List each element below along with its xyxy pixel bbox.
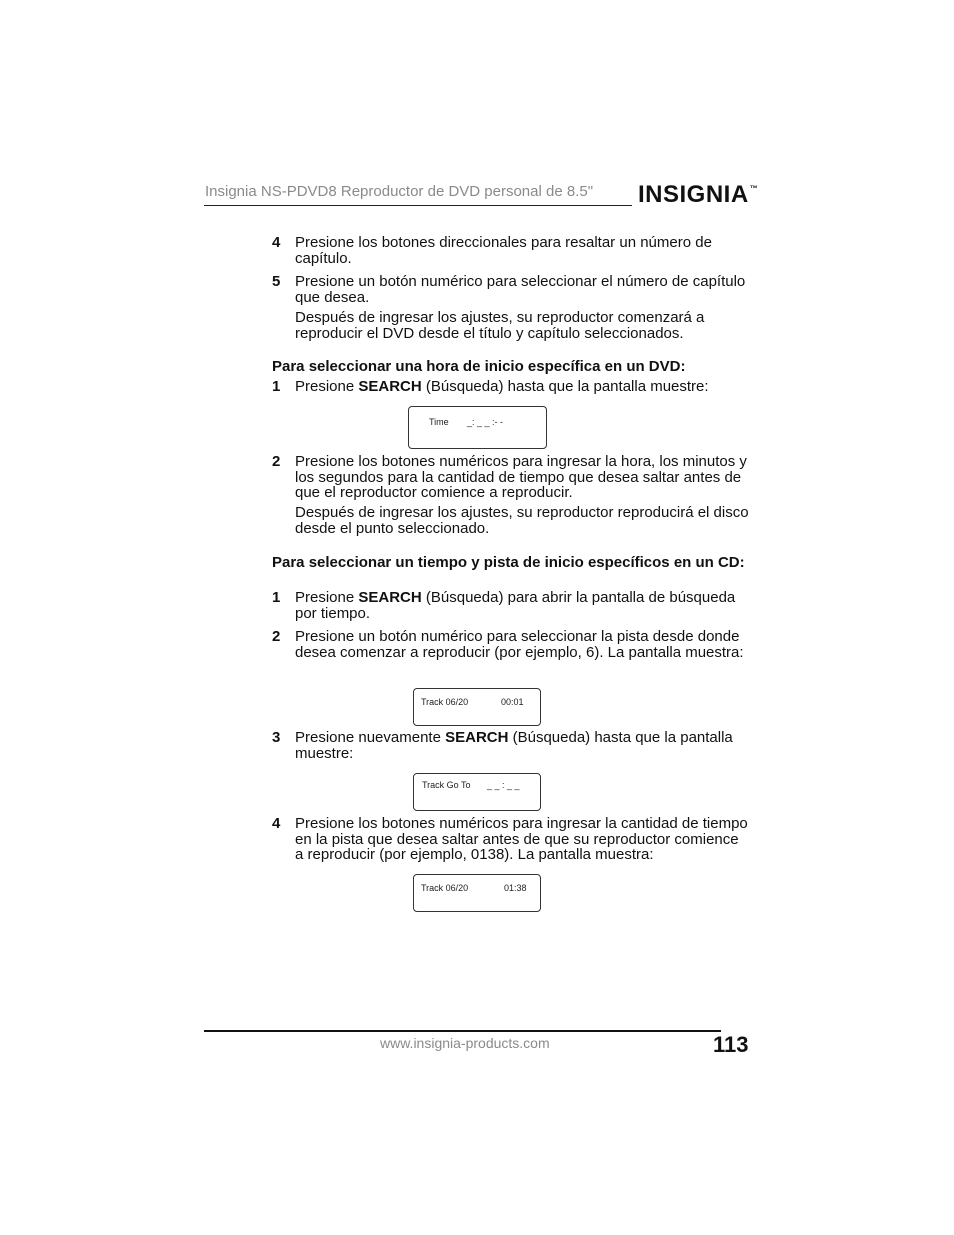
text-run: (Búsqueda) hasta que la pantalla muestre:: [421, 378, 709, 395]
step-2-select-track: [272, 629, 750, 660]
logo-text: INSIGNIA: [638, 181, 749, 208]
search-keyword: SEARCH: [358, 589, 422, 606]
section-heading-dvd-time: Para seleccionar una hora de inicio específica en un DVD:: [272, 358, 686, 375]
osd-label: Track Go To: [422, 780, 471, 790]
header-title: Insignia NS-PDVD8 Reproductor de DVD personal de 8.5": [205, 183, 594, 200]
footer-divider: [204, 1030, 721, 1032]
step-4-enter-track-time: [272, 816, 750, 863]
search-keyword: SEARCH: [445, 729, 509, 746]
step-text: [295, 590, 750, 621]
osd-value: _: _ _ :- -: [467, 417, 504, 427]
header-divider: [204, 205, 632, 206]
osd-label: Time: [429, 417, 449, 427]
search-keyword: SEARCH: [358, 378, 422, 395]
osd-label: Track 06/20: [421, 883, 469, 893]
step-text: Presione los botones numéricos para ingresar la cantidad de tiempo en la pista que desea saltar antes de que su reproductor comience a reproducir (por ejemplo, 0138). La pantalla muestra:: [295, 815, 748, 864]
step-text: Presione un botón numérico para seleccionar el número de capítulo que desea.: [295, 273, 746, 306]
step-1-open-search: [272, 590, 750, 621]
osd-value: _ _ : _ _: [487, 780, 520, 790]
text-run: (Búsqueda) hasta que la pantalla muestre:: [295, 729, 733, 762]
osd-label: Track 06/20: [421, 697, 469, 707]
step-number: 3: [272, 729, 281, 746]
osd-track-display: [413, 688, 541, 726]
step-text: Presione los botones direccionales para resaltar un número de capítulo.: [295, 234, 712, 267]
step-number: 2: [272, 628, 281, 645]
osd-value: 00:01: [501, 697, 524, 707]
step-1-press-search: [272, 379, 750, 395]
step-number: 4: [272, 234, 281, 251]
page-number: 113: [713, 1032, 749, 1057]
step-text: Presione los botones numéricos para ingresar la hora, los minutos y los segundos para la cantidad de tiempo que desea saltar antes de que el reproductor comience a reproducir.: [295, 453, 747, 502]
step-5-select-chapter: [272, 274, 750, 305]
step-number: 2: [272, 453, 281, 470]
step-2-enter-time: [272, 454, 750, 501]
step-text: Presione un botón numérico para seleccionar la pista desde donde desea comenzar a reproducir (por ejemplo, 6). La pantalla muestra:: [295, 628, 744, 661]
note-text: Después de ingresar los ajustes, su reproductor comenzará a reproducir el DVD desde el título y capítulo seleccionados.: [295, 309, 705, 342]
step-text: [295, 379, 750, 395]
step-4-highlight-chapter: [272, 235, 750, 266]
section-heading-cd-track: Para seleccionar un tiempo y pista de inicio específicos en un CD:: [272, 554, 745, 571]
note-text: Después de ingresar los ajustes, su reproductor reproducirá el disco desde el punto seleccionado.: [295, 504, 749, 537]
osd-track-result-display: [413, 874, 541, 912]
step-text: [295, 730, 750, 761]
footer-url: www.insignia-products.com: [380, 1035, 550, 1051]
text-run: (Búsqueda) para abrir la pantalla de búsqueda por tiempo.: [295, 589, 736, 622]
text-run: Presione: [295, 378, 359, 395]
text-run: Presione: [295, 589, 359, 606]
step-3-press-search-again: [272, 730, 750, 761]
osd-track-goto-display: [413, 773, 541, 811]
step-number: 1: [272, 378, 281, 395]
step-number: 4: [272, 815, 281, 832]
step-number: 1: [272, 589, 281, 606]
step-number: 5: [272, 273, 281, 290]
insignia-logo: [638, 181, 757, 209]
osd-time-display: [408, 406, 547, 449]
logo-trademark: ™: [749, 184, 759, 193]
text-run: Presione nuevamente: [295, 729, 446, 746]
osd-value: 01:38: [504, 883, 527, 893]
